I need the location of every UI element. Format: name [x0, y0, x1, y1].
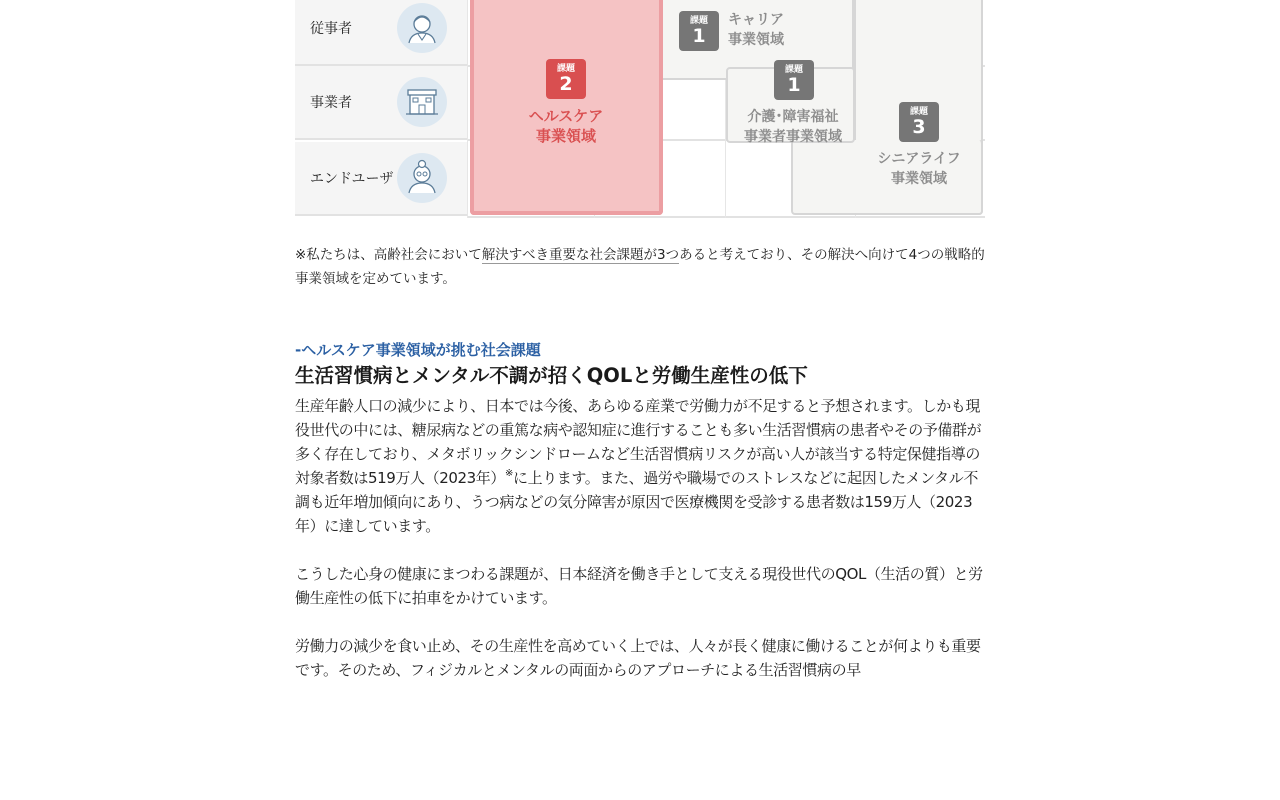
footnote-mark: ※ — [505, 468, 513, 479]
issue-badge-2 — [546, 59, 586, 99]
body-paragraph-2: こうした心身の健康にまつわる課題が、日本経済を働き手として支える現役世代のQOL（生活の質）と労働生産性の低下に拍車をかけています。 — [295, 565, 983, 607]
issue-badge-1-care — [774, 60, 814, 100]
worker-avatar-icon — [397, 3, 447, 53]
section-heading: 生活習慣病とメンタル不調が招くQOLと労働生産性の低下 — [295, 364, 808, 387]
role-label: 従事者 — [310, 21, 352, 37]
care-domain-line2: 事業者事業領域 — [744, 129, 842, 145]
badge-number: 3 — [912, 116, 926, 138]
role-label: エンドユーザ — [310, 171, 394, 187]
healthcare-domain-line1: ヘルスケア — [528, 107, 604, 125]
role-label: 事業者 — [310, 95, 352, 111]
badge-word: 課題 — [556, 64, 575, 74]
issue-badge-3 — [899, 102, 939, 142]
badge-number: 1 — [692, 25, 706, 47]
grid-line — [467, 216, 985, 218]
paragraph-1-text-a: 生産年齢人口の減少により、日本では今後、あらゆる産業で労働力が不足すると予想されます。しかも現役世代の中には、糖尿病などの重篤な病や認知症に進行することも多い生活習慣病の患者やその予備群が多く存在しており、メタボリックシンドロームなど生活習慣病リスクが高い人が該当する特定保健指導の対象者数は519万人（2023年） — [295, 397, 982, 487]
note-underlined-text: 解決すべき重要な社会課題が3つ — [481, 247, 680, 263]
note-text-before: ※私たちは、高齢社会において — [295, 247, 482, 263]
healthcare-domain-name — [506, 106, 626, 146]
senior-domain-line1: シニアライフ — [877, 151, 961, 167]
badge-number: 2 — [559, 73, 573, 95]
care-welfare-domain-name — [726, 107, 860, 147]
role-row-end-user — [295, 142, 467, 216]
badge-word: 課題 — [689, 16, 708, 26]
badge-word: 課題 — [784, 65, 803, 75]
note-text-after: あると考えており、その解決へ向けて4つの戦略的事業領域を定めています。 — [295, 247, 985, 287]
body-paragraph-1 — [295, 394, 985, 538]
senior-domain-line2: 事業領域 — [891, 171, 947, 187]
body-paragraph-3: 労働力の減少を食い止め、その生産性を高めていく上では、人々が長く健康に働けることが何よりも重要です。そのため、フィジカルとメンタルの両面からのアプローチによる生活習慣病の早 — [295, 637, 981, 679]
section-subheading: -ヘルスケア事業領域が挑む社会課題 — [295, 341, 541, 359]
elderly-avatar-icon — [397, 153, 447, 203]
healthcare-domain-line2: 事業領域 — [535, 127, 596, 145]
issue-badge-1-career — [679, 11, 719, 51]
care-domain-line1: 介護･障害福祉 — [747, 109, 839, 125]
senior-life-domain-name — [859, 149, 979, 189]
building-icon — [397, 77, 447, 127]
career-domain-line2: 事業領域 — [728, 32, 784, 48]
grid-line — [467, 0, 468, 218]
business-domain-diagram — [295, 0, 985, 218]
section-body — [295, 394, 985, 679]
paragraph-1-text-b: に上ります。また、過労や職場でのストレスなどに起因したメンタル不調も近年増加傾向にあり、うつ病などの気分障害が原因で医療機関を受診する患者数は159万人（2023年）に達しています。 — [295, 469, 978, 535]
role-row-worker — [295, 0, 467, 66]
career-domain-line1: キャリア — [728, 12, 784, 28]
diagram-note — [295, 243, 985, 291]
badge-number: 1 — [787, 74, 801, 96]
badge-word: 課題 — [909, 107, 928, 117]
career-domain-name — [728, 10, 784, 50]
role-row-operator — [295, 66, 467, 140]
